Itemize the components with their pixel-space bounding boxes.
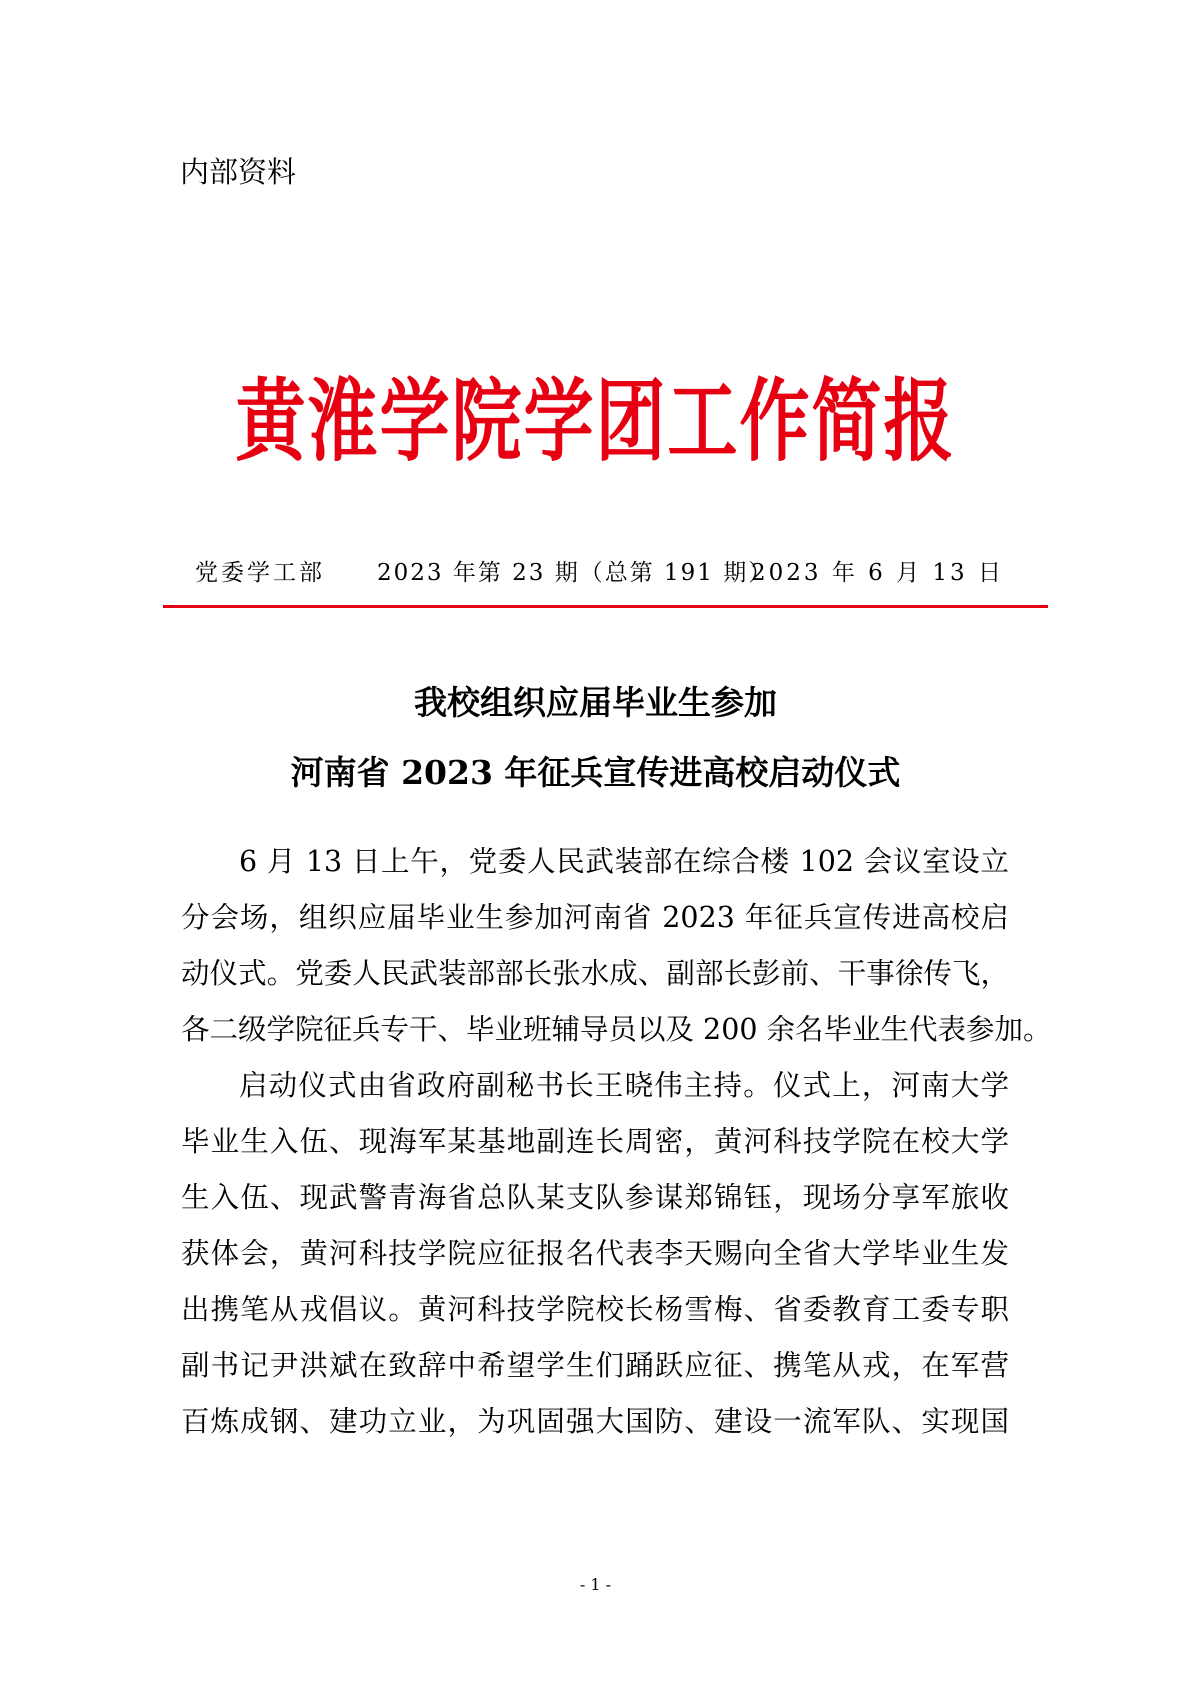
body-line: 生入伍、现武警青海省总队某支队参谋郑锦钰，现场分享军旅收 [181,1181,1009,1214]
issue-date: 2023 年 6 月 13 日 [751,560,1004,586]
page-number: - 1 - [579,1575,612,1594]
masthead-title-text: 黄淮学院学团工作简报 [235,368,956,475]
red-divider-rule [163,605,1048,608]
body-line: 毕业生入伍、现海军某基地副连长周密，黄河科技学院在校大学 [181,1125,1009,1158]
article-headline-line-1: 我校组织应届毕业生参加 [414,683,777,722]
body-line: 分会场，组织应届毕业生参加河南省 2023 年征兵宣传进高校启 [181,901,1009,934]
body-line: 启动仪式由省政府副秘书长王晓伟主持。仪式上，河南大学 [239,1069,1009,1102]
issue-number: 2023 年第 23 期（总第 191 期） [377,560,774,586]
internal-document-label: 内部资料 [180,155,297,189]
masthead-title [0,362,1191,482]
issuing-department: 党委学工部 [195,560,325,586]
body-line: 6 月 13 日上午，党委人民武装部在综合楼 102 会议室设立 [239,845,1009,878]
issue-line [163,553,1048,593]
body-line: 动仪式。党委人民武装部部长张水成、副部长彭前、干事徐传飞， [181,957,1009,990]
body-line: 获体会，黄河科技学院应征报名代表李天赐向全省大学毕业生发 [181,1237,1009,1270]
body-line: 百炼成钢、建功立业，为巩固强大国防、建设一流军队、实现国 [181,1405,1009,1438]
body-line: 出携笔从戎倡议。黄河科技学院校长杨雪梅、省委教育工委专职 [181,1293,1009,1326]
body-line: 各二级学院征兵专干、毕业班辅导员以及 200 余名毕业生代表参加。 [181,1013,1052,1046]
body-line: 副书记尹洪斌在致辞中希望学生们踊跃应征、携笔从戎，在军营 [181,1349,1009,1382]
article-headline-line-2: 河南省 2023 年征兵宣传进高校启动仪式 [290,753,901,792]
